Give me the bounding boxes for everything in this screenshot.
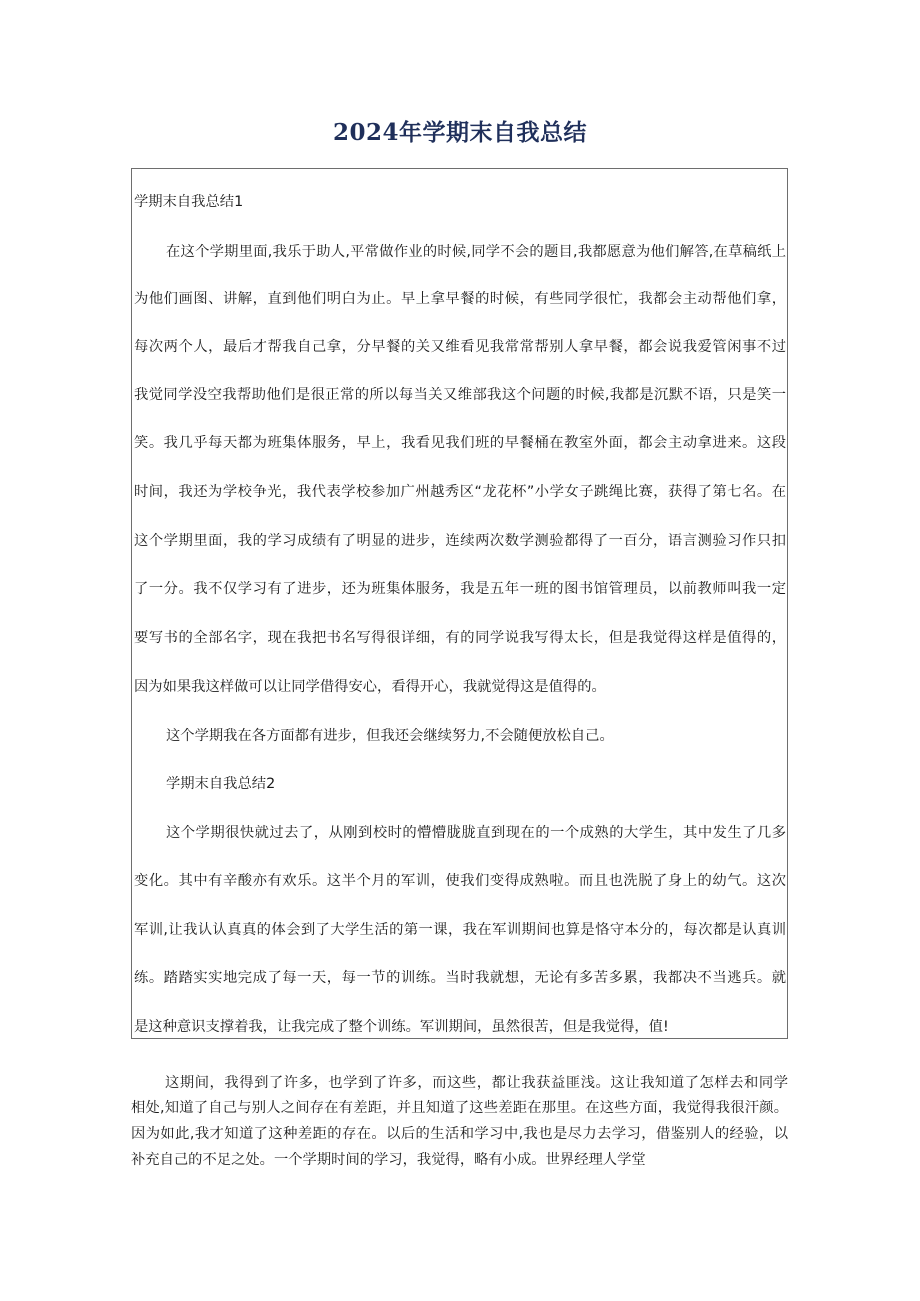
boxed-section (131, 168, 788, 1039)
paragraph-line: 我觉同学没空我帮助他们是很正常的所以每当关又维部我这个问题的时候,我都是沉默不语，只是笑一 (134, 387, 786, 403)
paragraph-line: 军训,让我认认真真的体会到了大学生活的第一课，我在军训期间也算是恪守本分的，每次都是认真训 (134, 922, 786, 938)
paragraph-line: 要写书的全部名字，现在我把书名写得很详细，有的同学说我写得太长，但是我觉得这样是值得的， (134, 630, 786, 646)
paragraph-line: 这个学期很快就过去了，从刚到校时的懵懵胧胧直到现在的一个成熟的大学生，其中发生了几多 (166, 825, 786, 841)
paragraph-line: 每次两个人，最后才帮我自己拿，分早餐的关又维看见我常常帮别人拿早餐，都会说我爱管闲事不过 (134, 339, 786, 355)
paragraph-line: 因为如此,我才知道了这种差距的存在。以后的生活和学习中,我也是尽力去学习，借鉴别人的经验，以 (131, 1126, 788, 1142)
paragraph-line: 相处,知道了自己与别人之间存在有差距，并且知道了这些差距在那里。在这些方面，我觉得我很汗颜。 (131, 1100, 788, 1116)
paragraph-line: 笑。我几乎每天都为班集体服务，早上，我看见我们班的早餐桶在教室外面，都会主动拿进来。这段 (134, 435, 786, 451)
paragraph-line: 时间，我还为学校争光，我代表学校参加广州越秀区“龙花杯”小学女子跳绳比赛，获得了第七名。在 (134, 484, 786, 500)
document-title: 2024年学期末自我总结 (332, 119, 587, 146)
section-heading-1: 学期末自我总结1 (134, 194, 244, 210)
paragraph-line: 在这个学期里面,我乐于助人,平常做作业的时候,同学不会的题目,我都愿意为他们解答,在草稿纸上 (166, 244, 786, 260)
paragraph-line: 这期间，我得到了许多，也学到了许多，而这些，都让我获益匪浅。这让我知道了怎样去和同学 (165, 1075, 788, 1091)
section-heading-2: 学期末自我总结2 (166, 776, 276, 792)
paragraph-line: 为他们画图、讲解，直到他们明白为止。早上拿早餐的时候，有些同学很忙，我都会主动帮他们拿， (134, 291, 786, 307)
paragraph-line: 了一分。我不仅学习有了进步，还为班集体服务，我是五年一班的图书馆管理员，以前教师叫我一定 (134, 581, 786, 597)
paragraph-line: 这个学期我在各方面都有进步，但我还会继续努力,不会随便放松自己。 (166, 728, 614, 744)
paragraph-line: 是这种意识支撑着我，让我完成了整个训练。军训期间，虽然很苦，但是我觉得，值! (134, 1019, 669, 1035)
paragraph-line: 补充自己的不足之处。一个学期时间的学习，我觉得，略有小成。世界经理人学堂 (131, 1152, 646, 1168)
paragraph-line: 变化。其中有辛酸亦有欢乐。这半个月的军训，使我们变得成熟啦。而且也洗脱了身上的幼气。这次 (134, 873, 786, 889)
paragraph-line: 因为如果我这样做可以让同学借得安心，看得开心，我就觉得这是值得的。 (134, 679, 606, 695)
paragraph-line: 练。踏踏实实地完成了每一天，每一节的训练。当时我就想，无论有多苦多累，我都决不当逃兵。就 (134, 970, 786, 986)
paragraph-line: 这个学期里面，我的学习成绩有了明显的进步，连续两次数学测验都得了一百分，语言测验习作只扣 (134, 533, 786, 549)
